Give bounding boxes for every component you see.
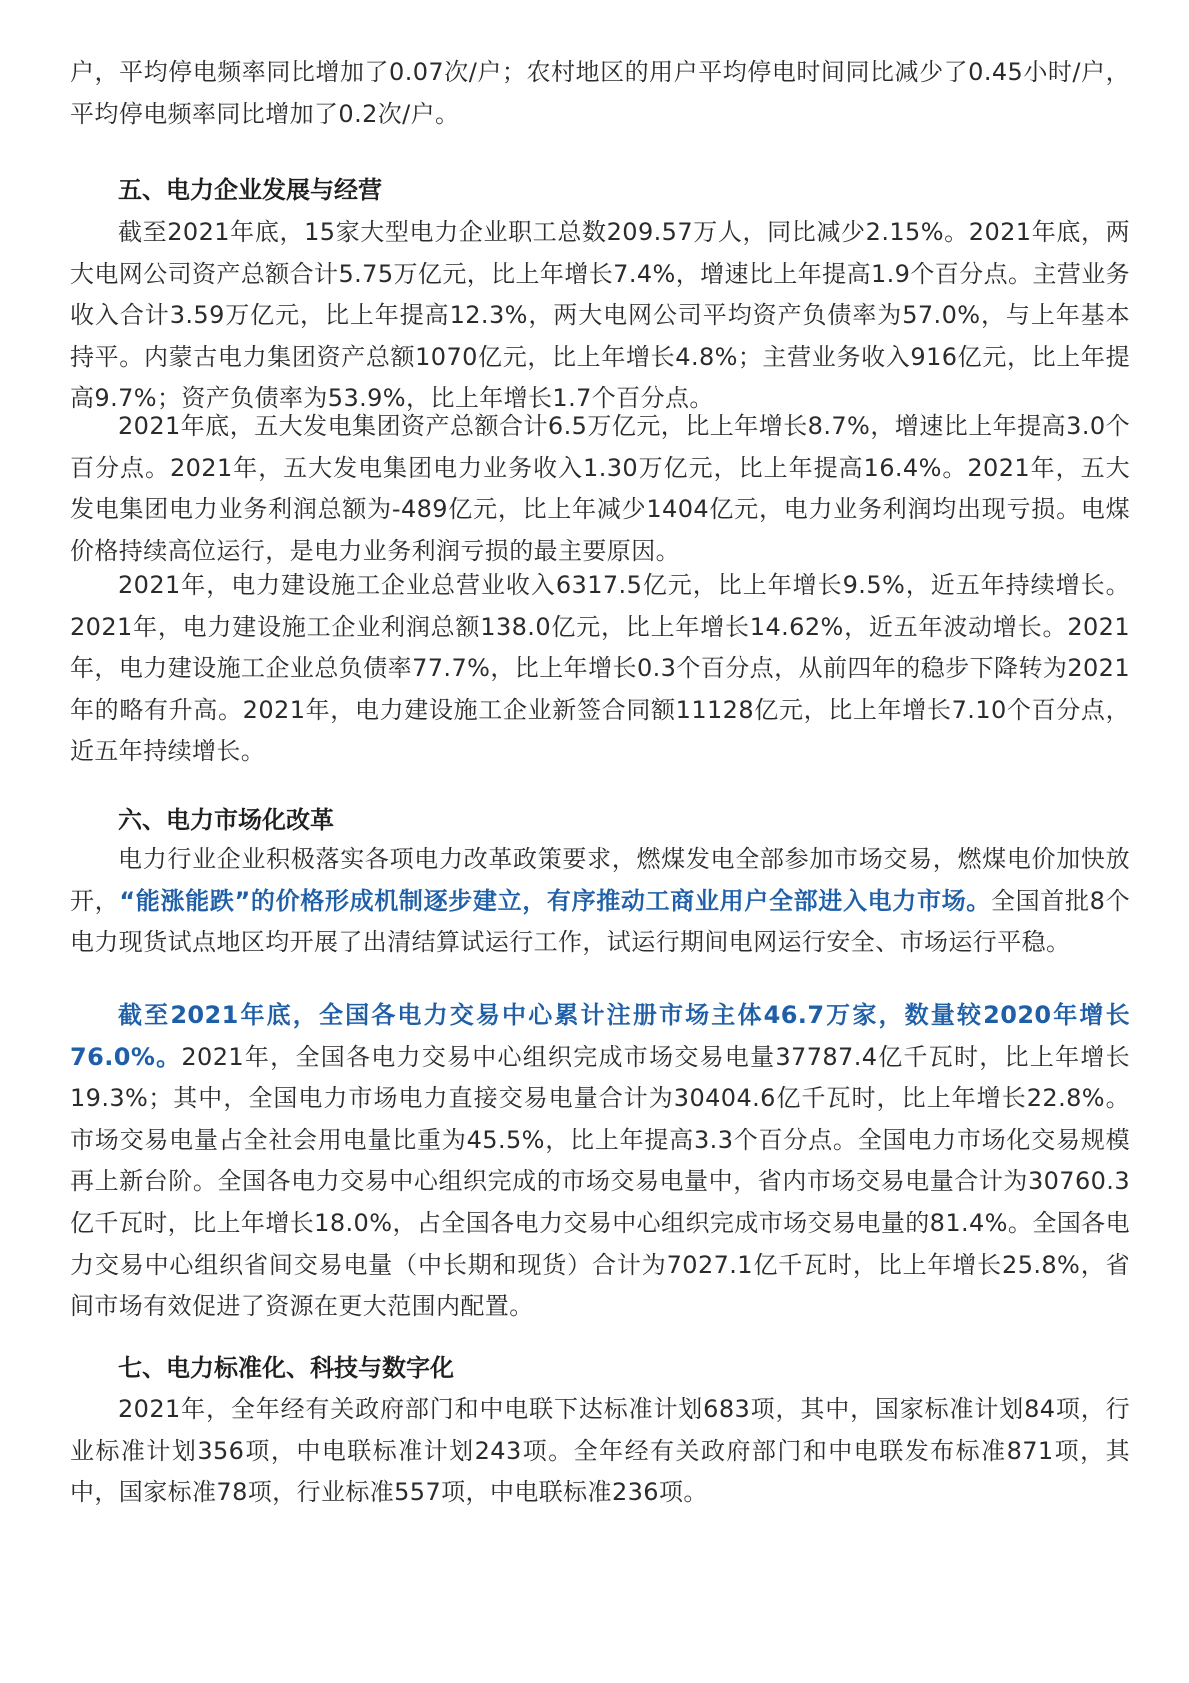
section-6-paragraph-1: [70, 839, 1130, 964]
continuation-paragraph: 户，平均停电频率同比增加了0.07次/户；农村地区的用户平均停电时间同比减少了0.45小时/户，平均停电频率同比增加了0.2次/户。: [70, 58, 1130, 128]
section-6-p2-text: 2021年，全国各电力交易中心组织完成市场交易电量37787.4亿千瓦时，比上年增长19.3%；其中，全国电力市场电力直接交易电量合计为30404.6亿千瓦时，比上年增长22.8%。市场交易电量占全社会用电量比重为45.5%，比上年提高3.3个百分点。全国电力市场化交易规模再上新台阶。全国各电力交易中心组织完成的市场交易电量中，省内市场交易电量合计为30760.3亿千瓦时，比上年增长18.0%，占全国各电力交易中心组织完成市场交易电量的81.4%。全国各电力交易中心组织省间交易电量（中长期和现货）合计为7027.1亿千瓦时，比上年增长25.8%，省间市场有效促进了资源在更大范围内配置。: [70, 1042, 1130, 1321]
section-6-heading: 六、电力市场化改革: [118, 806, 334, 834]
section-6-p1-text-a: 电力行业企业积极落实各项电力改革政策要求，燃煤发电全部参加市场交易，燃煤电价加快放开，: [70, 845, 1130, 915]
section-6-p1-text-b: 全国首批8个电力现货试点地区均开展了出清结算试运行工作，试运行期间电网运行安全、市场运行平稳。: [70, 886, 1130, 957]
section-6-p1-highlight: “能涨能跌”的价格形成机制逐步建立，有序推动工商业用户全部进入电力市场。: [119, 886, 991, 915]
section-7-heading: 七、电力标准化、科技与数字化: [118, 1354, 454, 1382]
section-7-paragraph-1: 2021年，全年经有关政府部门和中电联下达标准计划683项，其中，国家标准计划84项，行业标准计划356项，中电联标准计划243项。全年经有关政府部门和中电联发布标准871项，其中，国家标准78项，行业标准557项，中电联标准236项。: [70, 1395, 1130, 1507]
section-5-paragraph-3: 2021年，电力建设施工企业总营业收入6317.5亿元，比上年增长9.5%，近五年持续增长。2021年，电力建设施工企业利润总额138.0亿元，比上年增长14.62%，近五年波动增长。2021年，电力建设施工企业总负债率77.7%，比上年增长0.3个百分点，从前四年的稳步下降转为2021年的略有升高。2021年，电力建设施工企业新签合同额11128亿元，比上年增长7.10个百分点，近五年持续增长。: [70, 571, 1130, 766]
section-5-paragraph-2: 2021年底，五大发电集团资产总额合计6.5万亿元，比上年增长8.7%，增速比上年提高3.0个百分点。2021年，五大发电集团电力业务收入1.30万亿元，比上年提高16.4%。2021年，五大发电集团电力业务利润总额为-489亿元，比上年减少1404亿元，电力业务利润均出现亏损。电煤价格持续高位运行，是电力业务利润亏损的最主要原因。: [70, 412, 1130, 565]
section-5-heading: 五、电力企业发展与经营: [118, 176, 382, 204]
section-6-p2-highlight: 截至2021年底，全国各电力交易中心累计注册市场主体46.7万家，数量较2020年增长76.0%。: [70, 1001, 1130, 1071]
section-6-paragraph-2: [70, 995, 1130, 1328]
section-5-paragraph-1: 截至2021年底，15家大型电力企业职工总数209.57万人，同比减少2.15%。2021年底，两大电网公司资产总额合计5.75万亿元，比上年增长7.4%，增速比上年提高1.9个百分点。主营业务收入合计3.59万亿元，比上年提高12.3%，两大电网公司平均资产负债率为57.0%，与上年基本持平。内蒙古电力集团资产总额1070亿元，比上年增长4.8%；主营业务收入916亿元，比上年提高9.7%；资产负债率为53.9%，比上年增长1.7个百分点。: [70, 218, 1130, 413]
